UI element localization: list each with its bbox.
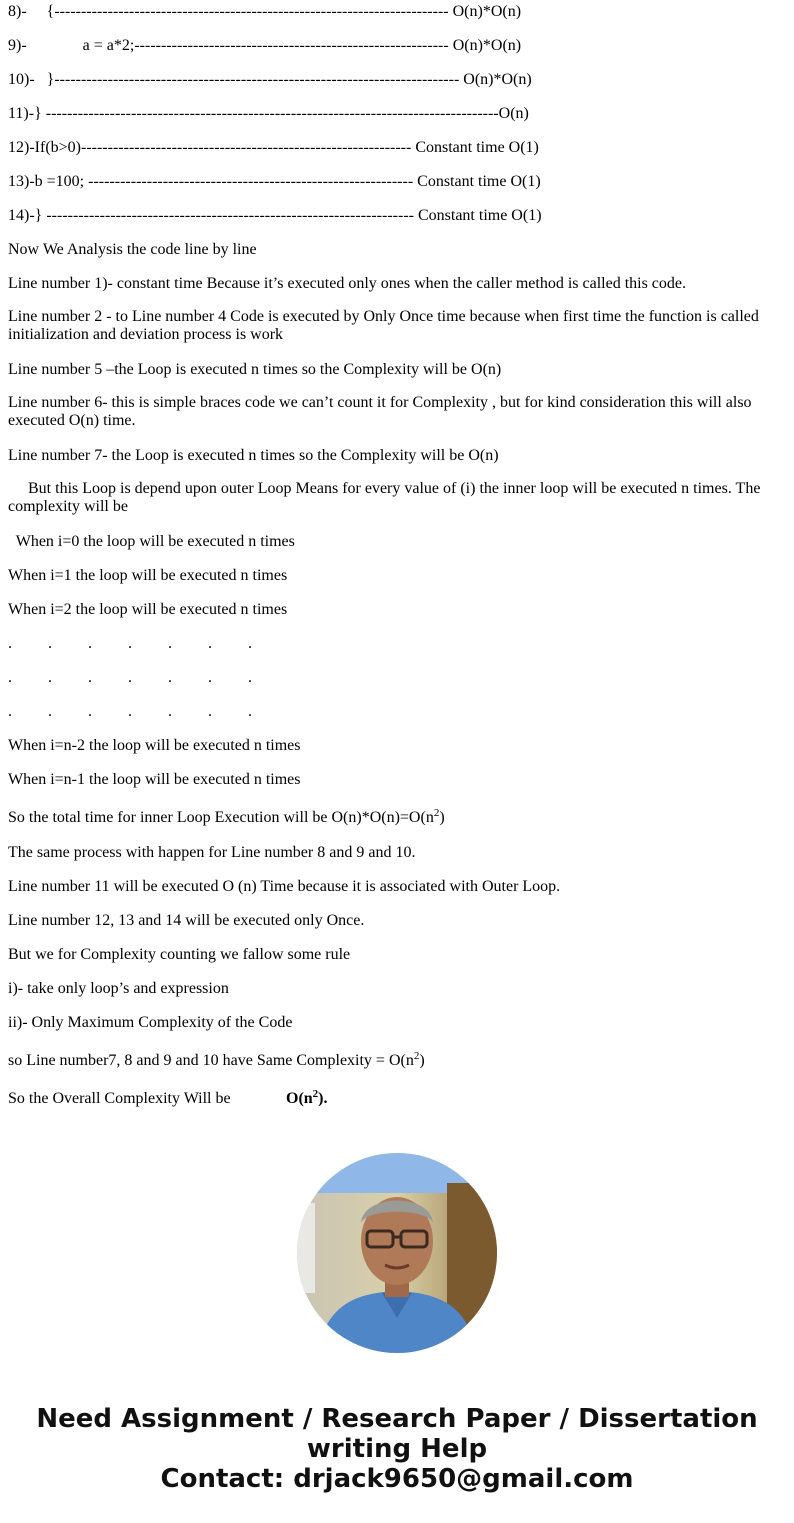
overall-value-text: O(n [286,1090,313,1107]
analysis-line-1: Line number 1)- constant time Because it’s executed only ones when the caller method is called this code. [8,275,687,292]
overall-complexity [8,1088,328,1108]
code-line-12: 12)-If(b>0)-------------------------------------------------------------- Constant time O(1) [8,139,539,156]
rule-intro: But we for Complexity counting we fallow some rule [8,946,351,963]
inner-loop-intro: But this Loop is depend upon outer Loop Means for every value of (i) the inner loop will be executed n times. The complexity will be [8,480,765,515]
code-line-13: 13)-b =100; ------------------------------------------------------------- Constant time O(1) [8,173,541,190]
promo-contact[interactable]: Contact: drjack9650@gmail.com [160,1464,634,1494]
when-i-2: When i=2 the loop will be executed n times [8,601,288,618]
analysis-line-6: Line number 6- this is simple braces code we can’t count it for Complexity , but for kind consideration this will also executed O(n) time. [8,394,752,429]
when-i-n-2: When i=n-2 the loop will be executed n times [8,737,301,754]
same-process-note: The same process with happen for Line number 8 and 9 and 10. [8,844,416,861]
when-i-0: When i=0 the loop will be executed n times [8,533,295,550]
same-complexity-text: so Line number7, 8 and 9 and 10 have Same Complexity = O(n [8,1052,414,1069]
same-complexity-exponent: 2 [413,1050,420,1062]
overall-complexity-label: So the Overall Complexity Will be [8,1090,231,1107]
promo-line-2: writing Help [306,1434,488,1464]
code-line-9: 9)- a = a*2;----------------------------------------------------------- O(n)*O(n) [8,37,522,54]
promo-banner [0,1404,794,1494]
overall-complexity-value [286,1089,328,1108]
line-11-note: Line number 11 will be executed O (n) Time because it is associated with Outer Loop. [8,878,561,895]
code-line-10: 10)- }---------------------------------------------------------------------------- O(n)*O(n) [8,71,532,88]
analysis-line-5: Line number 5 –the Loop is executed n times so the Complexity will be O(n) [8,361,502,378]
author-portrait-icon [297,1153,497,1353]
rule-1: i)- take only loop’s and expression [8,980,229,997]
when-i-n-1: When i=n-1 the loop will be executed n times [8,771,301,788]
overall-value-close: ). [318,1090,328,1107]
line-12-14-note: Line number 12, 13 and 14 will be executed only Once. [8,912,365,929]
same-complexity-close: ) [419,1052,425,1069]
inner-loop-total [8,808,445,827]
code-line-14: 14)-} --------------------------------------------------------------------- Constant time O(1) [8,207,542,224]
ellipsis-row-1: . . . . . . . [8,635,252,652]
inner-loop-total-close: ) [439,809,445,826]
code-line-11: 11)-} -------------------------------------------------------------------------------------O(n) [8,105,529,122]
overall-value-exponent: 2 [312,1088,319,1100]
author-avatar [297,1153,497,1353]
same-complexity [8,1051,425,1070]
analysis-heading: Now We Analysis the code line by line [8,241,257,258]
code-line-8: 8)- {-------------------------------------------------------------------------- O(n)*O(n) [8,3,522,20]
when-i-1: When i=1 the loop will be executed n times [8,567,288,584]
rule-2: ii)- Only Maximum Complexity of the Code [8,1014,293,1031]
analysis-line-2-4: Line number 2 - to Line number 4 Code is executed by Only Once time because when first time the function is called initialization and deviation process is work [8,308,759,343]
analysis-line-7: Line number 7- the Loop is executed n times so the Complexity will be O(n) [8,447,499,464]
promo-line-1: Need Assignment / Research Paper / Dissertation [36,1404,758,1434]
ellipsis-row-3: . . . . . . . [8,703,252,720]
inner-loop-total-text: So the total time for inner Loop Execution will be O(n)*O(n)=O(n [8,809,434,826]
ellipsis-row-2: . . . . . . . [8,669,252,686]
inner-loop-total-exponent: 2 [433,807,440,819]
